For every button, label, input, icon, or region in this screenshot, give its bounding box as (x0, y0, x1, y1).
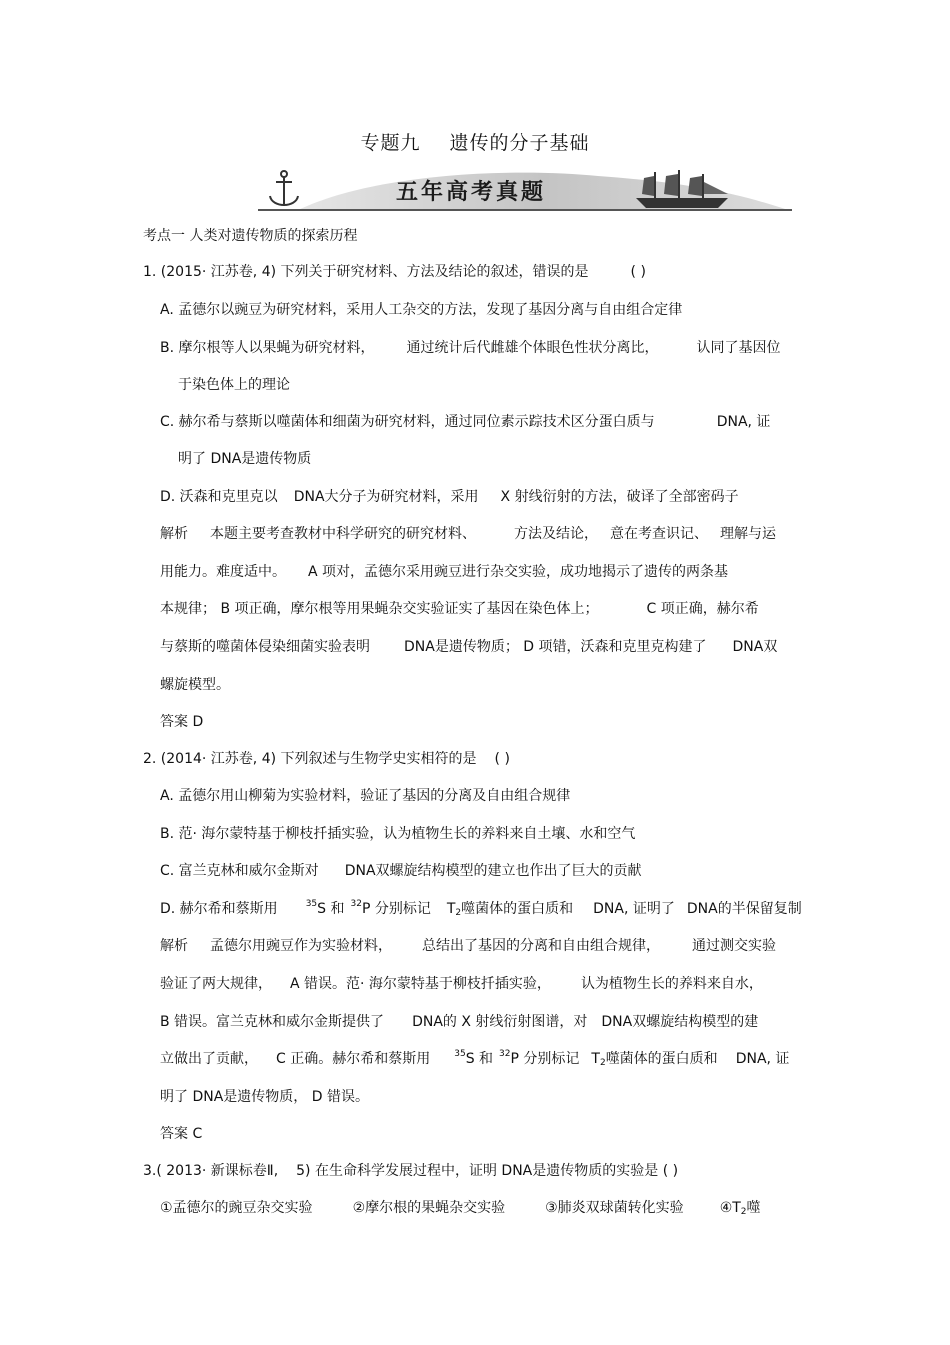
q1-explanation-text: A 项对，孟德尔采用豌豆进行杂交实验，成功地揭示了遗传的两条基 (308, 564, 729, 580)
q2-option-d-part2: S 和 (317, 901, 345, 917)
phage-subscript: 2 (455, 908, 462, 918)
q1-explanation-label: 解析 (160, 526, 188, 542)
q1-option-d-part1: D. 沃森和克里克以 (160, 489, 278, 505)
q1-stem (143, 262, 646, 282)
q3-stem-part1: 3.( 2013· 新课标卷Ⅱ, (143, 1163, 279, 1179)
q1-explanation-text: C 项正确，赫尔希 (646, 601, 759, 617)
q2-explanation-text: T (591, 1051, 600, 1067)
q2-stem (143, 749, 510, 769)
q1-option-b-cont: 于染色体上的理论 (178, 377, 290, 393)
q2-explanation-text: A 错误。范· 海尔蒙特基于柳枝扦插实验， (290, 976, 551, 992)
q2-option-d (160, 899, 802, 919)
q1-explanation-line5: 螺旋模型。 (160, 677, 230, 693)
banner-label: 五年高考真题 (395, 180, 546, 205)
q1-explanation-line2 (160, 562, 728, 582)
q2-explanation-text: 立做出了贡献， (160, 1051, 258, 1067)
q1-explanation-text: 用能力。难度适中。 (160, 564, 286, 580)
q2-explanation-text: C 正确。赫尔希和蔡斯用 (276, 1051, 431, 1067)
q3-option-2: ②摩尔根的果蝇杂交实验 (352, 1200, 506, 1216)
q1-option-b-part1: B. 摩尔根等人以果蝇为研究材料， (160, 340, 375, 356)
q2-explanation-text: 通过测交实验 (692, 938, 776, 954)
isotope-superscript: 35 (454, 1049, 466, 1059)
q3-options (160, 1198, 761, 1218)
q1-explanation-text: 方法及结论， (514, 526, 598, 542)
q1-option-c (160, 412, 770, 432)
q1-explanation-line4 (160, 637, 777, 657)
q2-explanation-text: 验证了两大规律， (160, 976, 272, 992)
q2-explanation-line1 (160, 936, 776, 956)
q1-stem-paren: ( ) (630, 264, 646, 280)
phage-subscript: 2 (599, 1058, 606, 1068)
q2-explanation-text: P 分别标记 (510, 1051, 580, 1067)
section-heading: 考点一 人类对遗传物质的探索历程 (143, 228, 358, 244)
q3-stem-part2: 5) 在生命科学发展过程中，证明 DNA是遗传物质的实验是 ( ) (296, 1163, 679, 1179)
q2-explanation-line5: 明了 DNA是遗传物质， D 错误。 (160, 1089, 369, 1105)
q3-stem (143, 1161, 678, 1181)
q2-stem-paren: ( ) (494, 751, 510, 767)
q2-explanation-text: 孟德尔用豌豆作为实验材料， (210, 938, 392, 954)
q2-explanation-text: DNA的 X 射线衍射图谱，对 (412, 1014, 588, 1030)
q1-option-a: A. 孟德尔以豌豆为研究材料，采用人工杂交的方法，发现了基因分离与自由组合定律 (160, 302, 683, 318)
isotope-superscript: 32 (350, 899, 362, 909)
q1-option-d-part3: X 射线衍射的方法，破译了全部密码子 (500, 489, 739, 505)
q1-explanation-text: 本规律； B 项正确，摩尔根等用果蝇杂交实验证实了基因在染色体上； (160, 601, 599, 617)
q2-option-d-part4: T (446, 901, 456, 917)
q1-explanation-line1 (160, 524, 776, 544)
q2-option-c-part2: DNA双螺旋结构模型的建立也作出了巨大的贡献 (344, 863, 642, 879)
q3-option-4: ④T (719, 1200, 741, 1216)
q1-option-b (160, 338, 781, 358)
q2-explanation-text: DNA, 证 (735, 1051, 790, 1067)
q2-explanation-text: S 和 (465, 1051, 494, 1067)
q1-answer: 答案 D (160, 714, 204, 730)
q2-option-d-part5: 噬菌体的蛋白质和 (461, 901, 574, 917)
q1-option-b-part3: 认同了基因位 (696, 340, 781, 356)
q1-option-c-cont: 明了 DNA是遗传物质 (178, 451, 312, 467)
q2-option-d-part7: DNA的半保留复制 (686, 901, 802, 917)
q2-option-d-part3: P 分别标记 (361, 901, 431, 917)
q3-option-3: ③肺炎双球菌转化实验 (545, 1200, 684, 1216)
q3-option-1: ①孟德尔的豌豆杂交实验 (160, 1200, 313, 1216)
q2-option-d-part6: DNA, 证明了 (593, 901, 675, 917)
q2-stem-text: 2. (2014· 江苏卷, 4) 下列叙述与生物学史实相符的是 (143, 751, 477, 767)
q2-explanation-text: 总结出了基因的分离和自由组合规律， (422, 938, 660, 954)
q1-explanation-text: 与蔡斯的噬菌体侵染细菌实验表明 (160, 639, 370, 655)
q1-option-c-part2: DNA, 证 (716, 414, 771, 430)
q2-explanation-label: 解析 (160, 938, 188, 954)
q2-option-c-part1: C. 富兰克林和威尔金斯对 (160, 863, 319, 879)
q1-explanation-text: DNA双 (732, 639, 778, 655)
q1-explanation-text: 理解与运 (720, 526, 776, 542)
q1-option-d (160, 487, 739, 507)
q1-option-b-part2: 通过统计后代雌雄个体眼色性状分离比， (406, 340, 659, 356)
q1-stem-text: 1. (2015· 江苏卷, 4) 下列关于研究材料、方法及结论的叙述，错误的是 (143, 264, 589, 280)
q2-option-c (160, 861, 642, 881)
q1-explanation-text: DNA是遗传物质； D 项错，沃森和克里克构建了 (404, 639, 707, 655)
q1-explanation-line3 (160, 599, 759, 619)
q2-explanation-line3 (160, 1012, 758, 1032)
q2-option-d-part1: D. 赫尔希和蔡斯用 (160, 901, 278, 917)
q2-answer: 答案 C (160, 1126, 203, 1142)
phage-subscript: 2 (740, 1207, 747, 1217)
q1-explanation-text: 意在考查识记、 (610, 526, 708, 542)
q2-explanation-text: DNA双螺旋结构模型的建 (601, 1014, 759, 1030)
q2-option-b: B. 范· 海尔蒙特基于柳枝扦插实验，认为植物生长的养料来自土壤、水和空气 (160, 826, 636, 842)
q1-explanation-text: 本题主要考查教材中科学研究的研究材料、 (210, 526, 476, 542)
page-title: 专题九 遗传的分子基础 (360, 132, 590, 154)
q1-option-d-part2: DNA大分子为研究材料，采用 (293, 489, 479, 505)
q2-explanation-text: 认为植物生长的养料来自水， (580, 976, 763, 992)
isotope-superscript: 32 (499, 1049, 511, 1059)
q2-explanation-text: B 错误。富兰克林和威尔金斯提供了 (160, 1014, 385, 1030)
q2-explanation-line4 (160, 1049, 789, 1069)
q2-explanation-line2 (160, 974, 763, 994)
isotope-superscript: 35 (305, 899, 318, 909)
q2-explanation-text: 噬菌体的蛋白质和 (605, 1051, 718, 1067)
q1-option-c-part1: C. 赫尔希与蔡斯以噬菌体和细菌为研究材料，通过同位素示踪技术区分蛋白质与 (160, 414, 655, 430)
anchor-icon (270, 171, 298, 206)
q2-option-a: A. 孟德尔用山柳菊为实验材料，验证了基因的分离及自由组合规律 (160, 788, 571, 804)
q3-option-4-cont: 噬 (746, 1200, 761, 1216)
